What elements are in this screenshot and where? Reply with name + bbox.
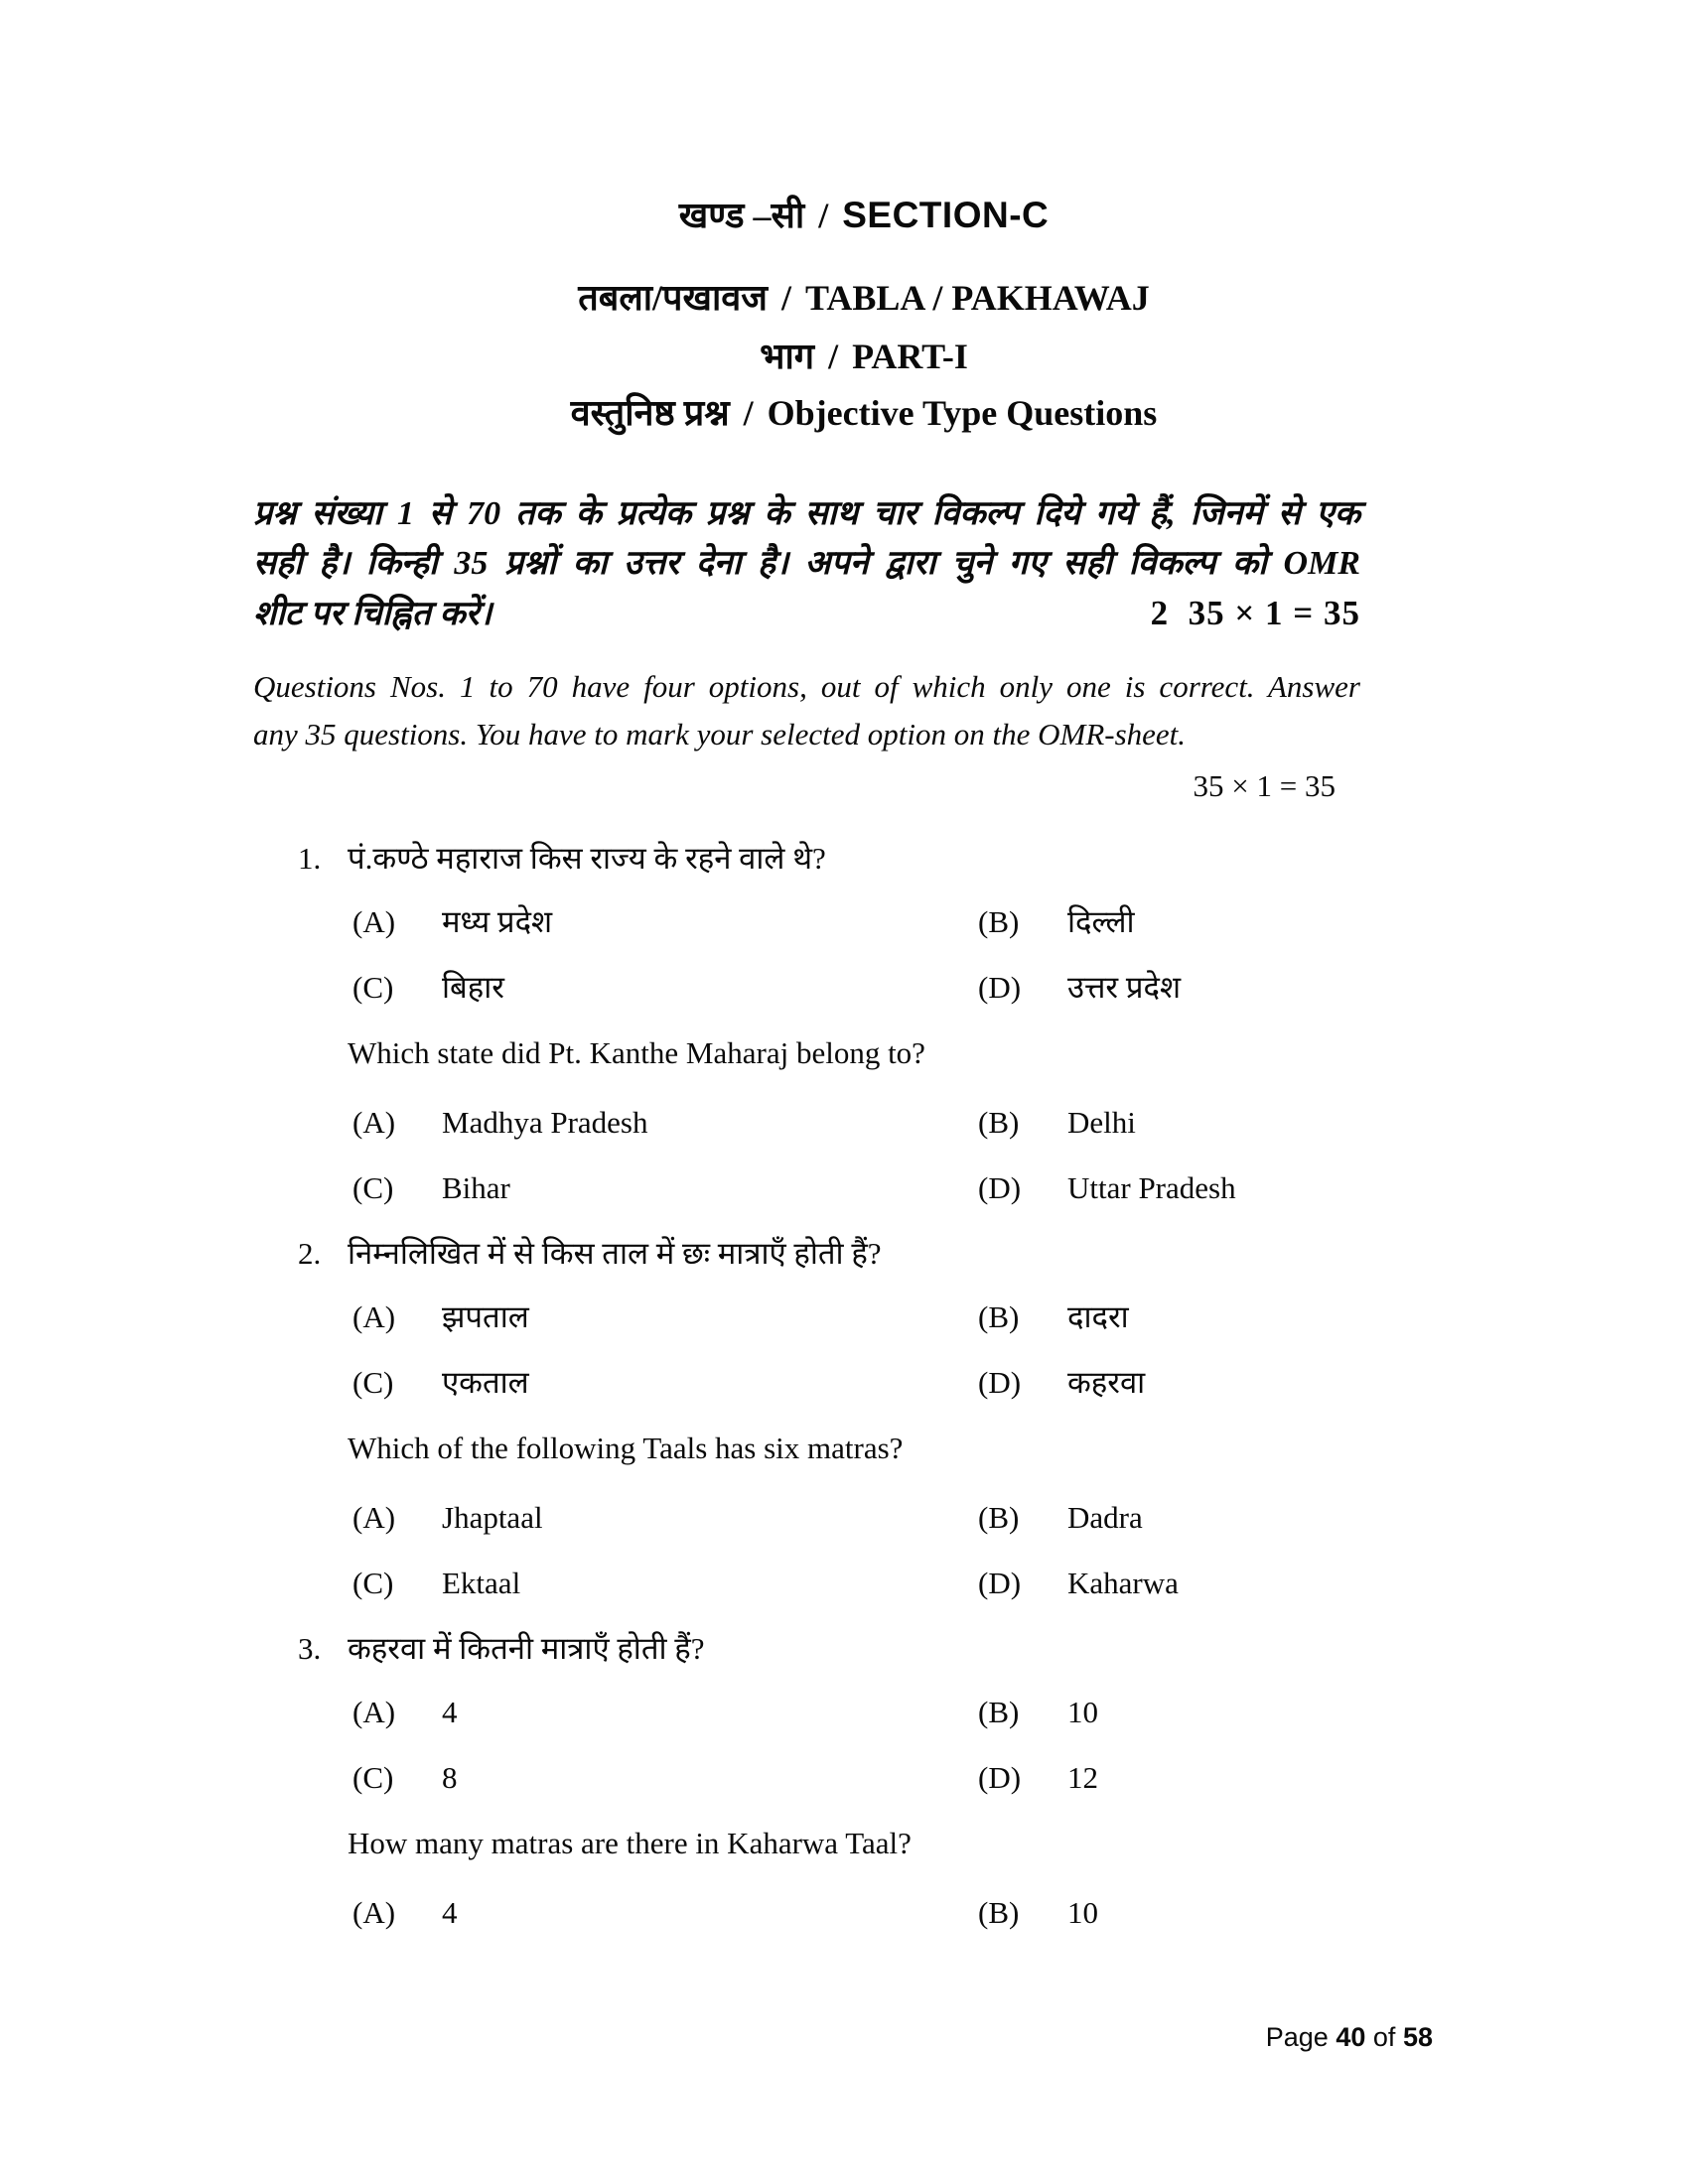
part-title-hindi: भाग — [760, 337, 815, 376]
option-label: (D) — [978, 1365, 1022, 1400]
option-text: कहरवा — [1067, 1365, 1146, 1400]
question-text-hindi: पं.कण्ठे महाराज किस राज्य के रहने वाले थे? — [348, 841, 826, 876]
options-row — [352, 963, 1360, 1013]
option-label: (A) — [352, 904, 396, 939]
marks-scheme-hindi: 2 35 × 1 = 35 — [1150, 594, 1360, 632]
option-label: (C) — [352, 1566, 394, 1600]
total-pages: 58 — [1402, 2022, 1433, 2052]
option-text: एकताल — [442, 1365, 529, 1400]
options-row — [352, 1293, 1360, 1342]
instructions-english — [253, 663, 1360, 758]
option-label: (A) — [352, 1299, 396, 1334]
question-text-english: How many matras are there in Kaharwa Taal? — [348, 1826, 912, 1860]
option-text: मध्य प्रदेश — [442, 904, 553, 939]
option-text: दादरा — [1067, 1299, 1129, 1334]
page-footer — [1266, 2021, 1433, 2053]
option-text: Dadra — [1067, 1500, 1143, 1535]
options-row — [352, 1688, 1360, 1737]
option-label: (D) — [978, 1170, 1022, 1205]
options-row — [352, 1888, 1360, 1938]
page-number: 40 — [1336, 2022, 1366, 2052]
option-label: (B) — [978, 1105, 1020, 1140]
option-label: (B) — [978, 1299, 1020, 1334]
option-label: (A) — [352, 1695, 396, 1729]
marks-scheme-english: 35 × 1 = 35 — [1193, 768, 1336, 803]
option-label: (A) — [352, 1105, 396, 1140]
option-text: 8 — [442, 1760, 458, 1795]
option-label: (C) — [352, 1365, 394, 1400]
option-label: (B) — [978, 1500, 1020, 1535]
part-title — [253, 336, 1475, 378]
question-text-hindi: निम्नलिखित में से किस ताल में छः मात्राएँ होती हैं? — [348, 1236, 882, 1271]
question-text-hindi: कहरवा में कितनी मात्राएँ होती हैं? — [348, 1631, 705, 1666]
option-text: Ektaal — [442, 1566, 521, 1600]
subject-title-english: TABLA / PAKHAWAJ — [805, 278, 1150, 318]
option-label: (C) — [352, 1760, 394, 1795]
option-text: Bihar — [442, 1170, 510, 1205]
question-1 — [253, 834, 1360, 1213]
option-text: Uttar Pradesh — [1067, 1170, 1236, 1205]
option-text: Jhaptaal — [442, 1500, 543, 1535]
slash-separator: / — [743, 393, 754, 433]
question-type-title — [253, 392, 1475, 435]
option-text: बिहार — [442, 970, 504, 1005]
question-2 — [253, 1229, 1360, 1608]
section-title — [253, 194, 1475, 237]
option-text: Madhya Pradesh — [442, 1105, 648, 1140]
slash-separator: / — [818, 196, 829, 235]
section-title-english: SECTION-C — [842, 195, 1050, 235]
slash-separator: / — [781, 278, 792, 318]
option-text: दिल्ली — [1067, 904, 1135, 939]
question-text-english: Which of the following Taals has six matras? — [348, 1431, 904, 1465]
option-label: (C) — [352, 970, 394, 1005]
option-text: 10 — [1067, 1895, 1098, 1930]
option-text: 10 — [1067, 1695, 1098, 1729]
option-label: (C) — [352, 1170, 394, 1205]
option-text: 4 — [442, 1695, 458, 1729]
options-row — [352, 1358, 1360, 1408]
question-type-hindi: वस्तुनिष्ठ प्रश्न — [570, 393, 730, 433]
question-3 — [253, 1624, 1360, 1938]
slash-separator: / — [828, 337, 839, 376]
subject-title — [253, 277, 1475, 320]
option-label: (A) — [352, 1500, 396, 1535]
instructions-hindi-line2: सही है। किन्ही 35 प्रश्नों का उत्तर देना है। अपने द्वारा चुने गए सही विकल्प को OMR — [253, 545, 1360, 582]
page-label: Page — [1265, 2022, 1329, 2052]
option-text: झपताल — [442, 1299, 529, 1334]
subject-title-hindi: तबला/पखावज — [578, 278, 769, 318]
instructions-english-line1: Questions Nos. 1 to 70 have four options, out of which only one is correct. Answer — [253, 669, 1360, 704]
option-label: (B) — [978, 1895, 1020, 1930]
options-row — [352, 1753, 1360, 1803]
option-label: (D) — [978, 1760, 1022, 1795]
page-content — [253, 489, 1360, 1938]
option-label: (B) — [978, 1695, 1020, 1729]
options-row — [352, 1559, 1360, 1608]
question-number: 2. — [298, 1236, 322, 1271]
option-text: Delhi — [1067, 1105, 1136, 1140]
option-text: Kaharwa — [1067, 1566, 1179, 1600]
question-number: 1. — [298, 841, 322, 876]
option-text: उत्तर प्रदेश — [1067, 970, 1182, 1005]
question-type-english: Objective Type Questions — [767, 393, 1158, 433]
of-label: of — [1372, 2022, 1396, 2052]
instructions-english-line2: any 35 questions. You have to mark your selected option on the OMR-sheet. — [253, 717, 1187, 751]
options-row — [352, 1163, 1360, 1213]
instructions-hindi-line3: शीट पर चिह्नित करें। — [253, 596, 492, 632]
instructions-hindi-line1: प्रश्न संख्या 1 से 70 तक के प्रत्येक प्रश्न के साथ चार विकल्प दिये गये हैं, जिनमें से एक — [253, 495, 1360, 532]
option-label: (D) — [978, 970, 1022, 1005]
question-list — [253, 834, 1360, 1938]
question-text-english: Which state did Pt. Kanthe Maharaj belong to? — [348, 1035, 925, 1070]
section-title-hindi: खण्ड –सी — [678, 196, 805, 235]
option-text: 12 — [1067, 1760, 1098, 1795]
options-row — [352, 897, 1360, 947]
options-row — [352, 1493, 1360, 1543]
option-text: 4 — [442, 1895, 458, 1930]
option-label: (A) — [352, 1895, 396, 1930]
question-number: 3. — [298, 1631, 322, 1666]
instructions-hindi — [253, 489, 1360, 639]
option-label: (D) — [978, 1566, 1022, 1600]
part-title-english: PART-I — [852, 337, 968, 376]
option-label: (B) — [978, 904, 1020, 939]
section-header — [253, 0, 1475, 435]
options-row — [352, 1098, 1360, 1148]
